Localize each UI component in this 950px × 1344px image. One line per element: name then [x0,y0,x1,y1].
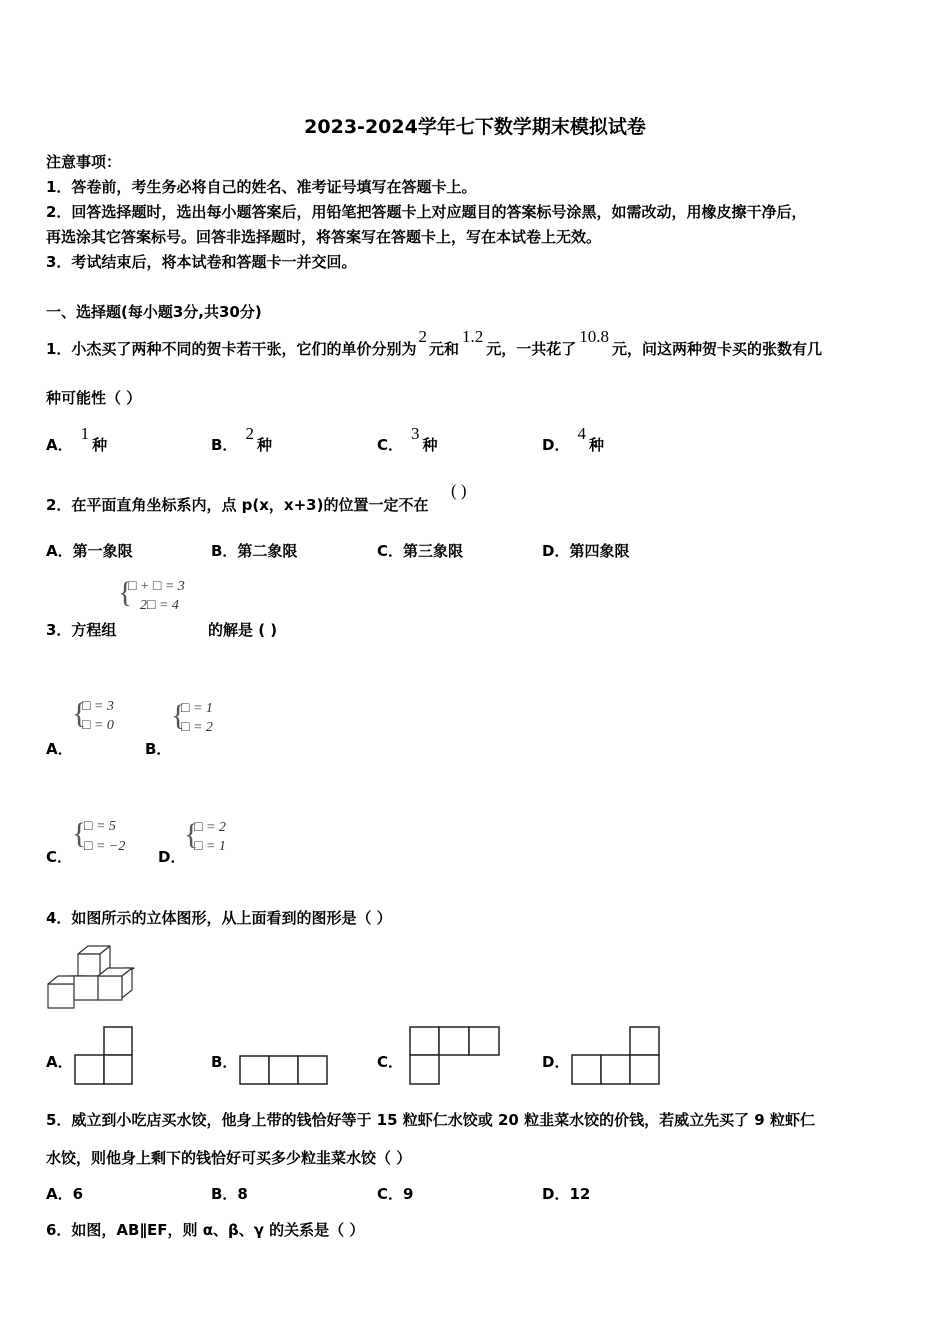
q4-option-b-label: B． [211,1053,238,1071]
q3-b-eq-2: □ = 2 [181,720,213,735]
q3-option-a-label: A． [46,740,73,758]
section-heading: 一、选择题(每小题3分,共30分) [46,303,262,321]
page-title: 2023-2024学年七下数学期末模拟试卷 [304,116,646,138]
q4-option-d-label: D． [542,1053,570,1071]
option-unit: 种 [422,436,438,454]
q3-a-eq-1: □ = 3 [82,699,114,714]
q3-c-brace: { [72,817,87,850]
q2-option-d: D．第四象限 [542,542,630,560]
notice-item-2-line-2: 再选涂其它答案标号。回答非选择题时，将答案写在答题卡上，写在本试卷上无效。 [46,228,602,246]
q3-b-eq-1: □ = 1 [181,701,213,716]
question-3-suffix: 的解是 ( ) [208,621,278,639]
option-value: 4 [577,424,586,443]
q3-system-brace: { [118,576,133,609]
notice-heading: 注意事项： [46,153,122,171]
q4-option-c-shape[interactable] [409,1026,501,1086]
q3-d-brace: { [184,818,199,851]
q1-part-3: 元，一共花了 [486,340,577,358]
question-3-prefix: 3．方程组 [46,621,117,639]
q3-a-eq-2: □ = 0 [82,718,114,733]
question-4-text: 4．如图所示的立体图形，从上面看到的图形是（ ） [46,909,392,927]
question-6-text: 6．如图，AB∥EF，则 α、β、γ 的关系是（ ） [46,1221,365,1239]
q2-option-a: A．第一象限 [46,542,133,560]
q3-option-c-label: C． [46,848,73,866]
q4-option-b-shape[interactable] [239,1055,329,1086]
notice-item-1: 1．答卷前，考生务必将自己的姓名、准考证号填写在答题卡上。 [46,178,477,196]
q3-option-b-label: B． [145,740,172,758]
q2-option-b: B．第二象限 [211,542,298,560]
q5-option-b: B．8 [211,1185,248,1203]
q3-d-eq-2: □ = 1 [194,839,226,854]
q3-system-eq-2: 2□ = 4 [140,598,179,613]
question-2-text: 2．在平面直角坐标系内，点 p(x，x+3)的位置一定不在 [46,496,429,514]
option-unit: 种 [588,436,604,454]
option-value: 3 [411,424,420,443]
q4-option-a-label: A． [46,1053,73,1071]
q5-option-d: D．12 [542,1185,591,1203]
q1-part-2: 元和 [428,340,459,358]
question-5-line-2: 水饺，则他身上剩下的钱恰好可买多少粒韭菜水饺（ ） [46,1149,412,1167]
q5-option-a: A．6 [46,1185,84,1203]
option-label: A． [46,436,73,454]
option-label: D． [542,436,570,454]
question-1-text [46,327,822,359]
notice-item-3: 3．考试结束后，将本试卷和答题卡一并交回。 [46,253,357,271]
q1-price-1: 2 [418,327,427,346]
solid-figure-cubes [46,944,138,1012]
q1-price-2: 1.2 [461,327,484,346]
q1-option-c [377,424,438,455]
q2-option-c: C．第三象限 [377,542,464,560]
option-value: 2 [245,424,254,443]
q1-part-4: 元，问这两种贺卡买的张数有几 [611,340,822,358]
option-label: C． [377,436,404,454]
question-5-line-1: 5．威立到小吃店买水饺，他身上带的钱恰好等于 15 粒虾仁水饺或 20 粒韭菜水饺的价钱，若威立先买了 9 粒虾仁 [46,1111,815,1129]
q1-part-1: 1．小杰买了两种不同的贺卡若干张，它们的单价分别为 [46,340,417,358]
q1-total: 10.8 [579,327,609,346]
q3-c-eq-2: □ = −2 [84,839,126,854]
q1-option-b [211,424,272,455]
q4-option-c-label: C． [377,1053,404,1071]
q3-option-d-label: D． [158,848,186,866]
q1-option-a [46,424,108,455]
option-unit: 种 [92,436,108,454]
q5-option-c: C．9 [377,1185,414,1203]
q3-b-brace: { [171,699,186,732]
option-value: 1 [80,424,90,443]
q3-c-eq-1: □ = 5 [84,819,116,834]
q3-d-eq-1: □ = 2 [194,820,226,835]
option-unit: 种 [256,436,272,454]
q3-a-brace: { [72,697,87,730]
q1-option-d [542,424,604,455]
notice-item-2-line-1: 2．回答选择题时，选出每小题答案后，用铅笔把答题卡上对应题目的答案标号涂黑，如需改动，用橡皮擦干净后， [46,203,807,221]
q4-option-d-shape[interactable] [571,1026,661,1086]
question-1-line-2: 种可能性（ ） [46,389,142,407]
q4-option-a-shape[interactable] [74,1026,134,1086]
option-label: B． [211,436,238,454]
question-2-answer-paren: ( ) [451,481,467,500]
q3-system-eq-1: □ + □ = 3 [128,579,185,594]
